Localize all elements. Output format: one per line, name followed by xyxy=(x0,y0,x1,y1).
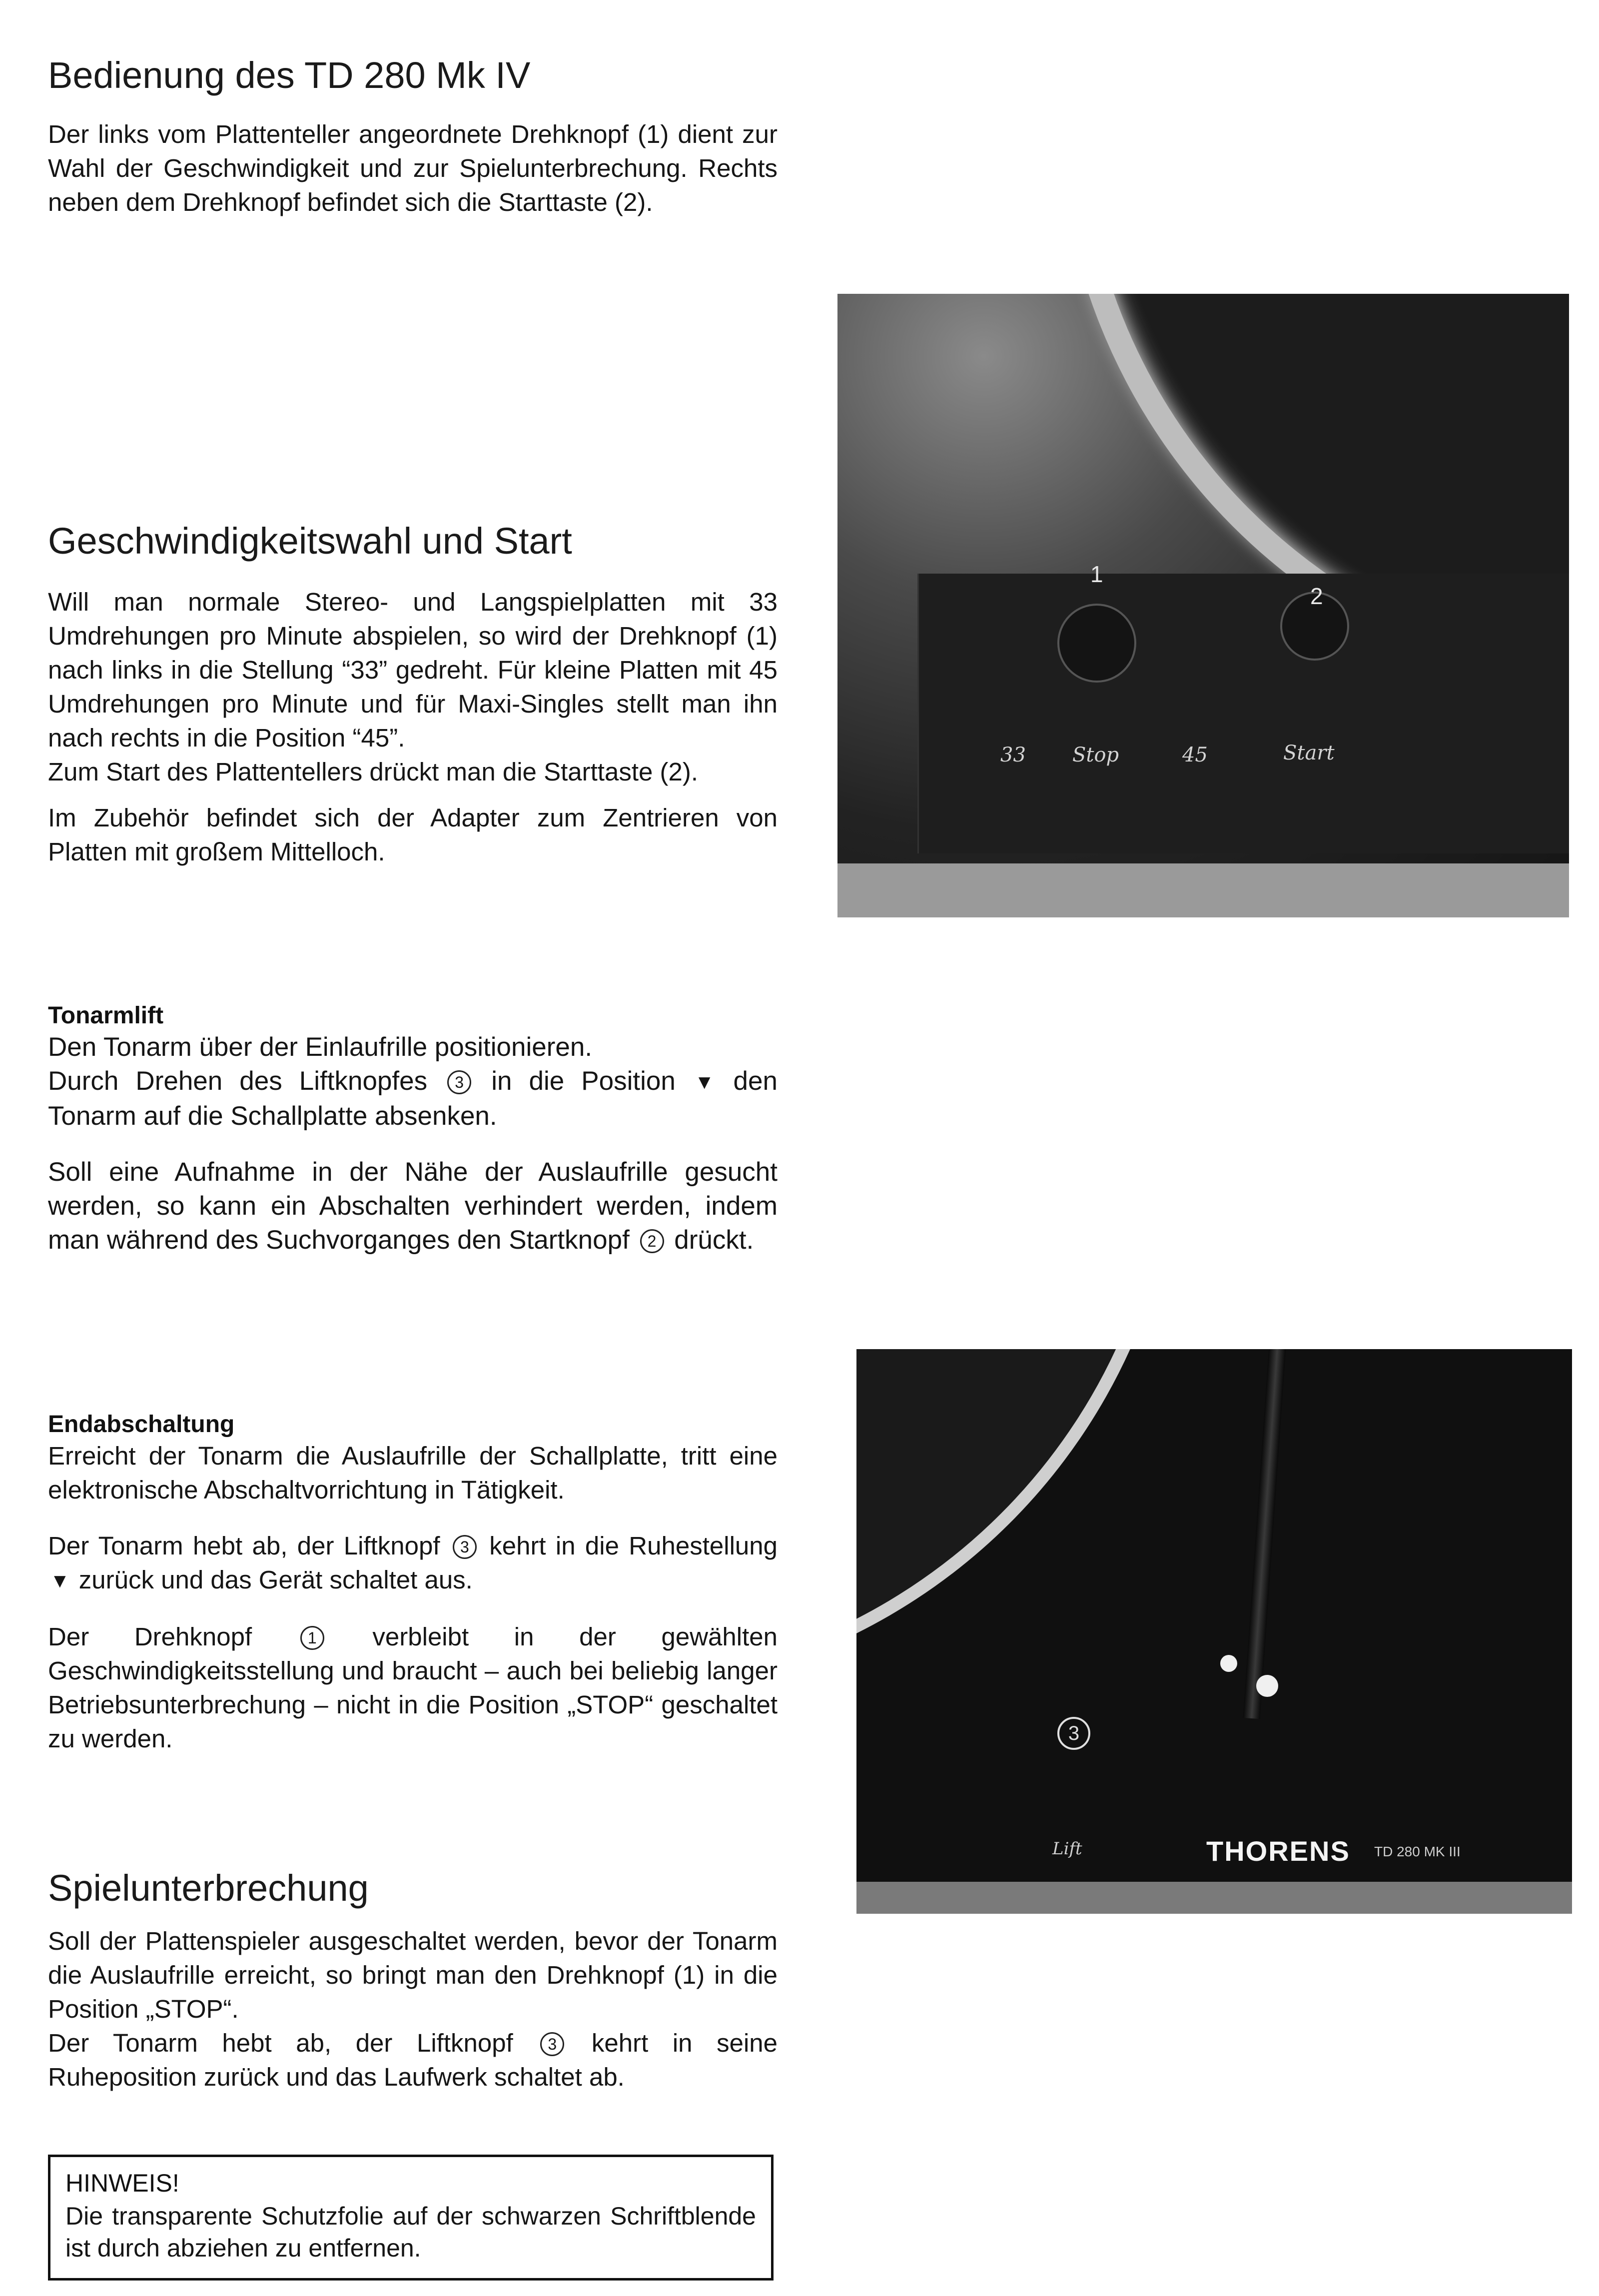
note-box xyxy=(48,2155,774,2281)
brand-logo: THORENS xyxy=(1206,1835,1350,1867)
circled-number-1: 1 xyxy=(300,1626,324,1650)
paragraph: Zum Start des Plattentellers drückt man die Starttaste (2). xyxy=(48,758,699,786)
lowered-triangle-icon: ▼ xyxy=(50,1569,70,1592)
note-text: Die transparente Schutzfolie auf der schwarzen Schriftblende ist durch abziehen zu entfernen. xyxy=(65,2202,756,2262)
section-geschwindigkeit xyxy=(48,520,778,869)
model-label: TD 280 MK III xyxy=(1374,1844,1461,1859)
photo-tonearm xyxy=(856,1349,1572,1914)
speed-33-label: 33 xyxy=(1000,744,1026,766)
section-title: Endabschaltung xyxy=(48,1411,235,1438)
section-title: Bedienung des TD 280 Mk IV xyxy=(48,54,531,96)
paragraph xyxy=(48,2026,778,2094)
lift-label: Lift xyxy=(1052,1839,1082,1859)
speed-45-label: 45 xyxy=(1182,744,1208,766)
note-label: HINWEIS! xyxy=(65,2169,179,2197)
section-title: Geschwindigkeitswahl und Start xyxy=(48,520,572,562)
circled-number-2: 2 xyxy=(640,1229,664,1253)
section-bedienung xyxy=(48,54,778,219)
section-title: Tonarmlift xyxy=(48,1002,164,1029)
speed-knob xyxy=(1057,604,1136,683)
paragraph: Im Zubehör befindet sich der Adapter zum Zentrieren von Platten mit großem Mittelloch. xyxy=(48,803,778,866)
section-tonarmlift xyxy=(48,1001,778,1257)
circled-number-3: 3 xyxy=(540,2032,564,2056)
start-label: Start xyxy=(1283,742,1335,765)
text-run: kehrt in seine Ruheposition zurück und das Laufwerk schaltet ab. xyxy=(48,2029,778,2092)
section-endabschaltung xyxy=(48,1410,778,1756)
text-run: zurück und das Gerät schaltet aus. xyxy=(78,1565,473,1594)
platter-rim xyxy=(856,1349,1182,1695)
text-run: Der Tonarm hebt ab, der Liftknopf xyxy=(48,1531,440,1560)
paragraph: Soll der Plattenspieler ausgeschaltet werden, bevor der Tonarm die Auslaufrille erreicht, so bringt man den Drehknopf (1) in die Position „STOP“. xyxy=(48,1927,778,2024)
paragraph xyxy=(48,1620,778,1756)
tonearm xyxy=(1243,1349,1287,1719)
lift-knob-dot xyxy=(1220,1655,1237,1672)
paragraph: Den Tonarm über der Einlaufrille positionieren. xyxy=(48,1032,593,1062)
label-2: 2 xyxy=(1310,583,1323,609)
text-run: den Tonarm auf die Schallplatte absenken. xyxy=(48,1066,778,1131)
section-text: Der links vom Plattenteller angeordnete Drehknopf (1) dient zur Wahl der Geschwindigkeit und zur Spielunterbrechung. Rechts neben dem Drehknopf befindet sich die Starttaste (2). xyxy=(48,120,778,217)
lowered-triangle-icon: ▼ xyxy=(694,1071,715,1093)
label-1: 1 xyxy=(1090,561,1103,587)
text-run: Der Drehknopf xyxy=(48,1622,252,1651)
photo-controls xyxy=(837,294,1569,917)
lift-knob-dot xyxy=(1256,1675,1278,1697)
circled-number-3: 3 xyxy=(447,1070,471,1094)
section-title: Spielunterbrechung xyxy=(48,1867,369,1909)
paragraph: Erreicht der Tonarm die Auslaufrille der Schallplatte, tritt eine elektronische Abschaltvorrichtung in Tätigkeit. xyxy=(48,1441,778,1504)
paragraph: Will man normale Stereo- und Langspielplatten mit 33 Umdrehungen pro Minute abspielen, so wird der Drehknopf (1) nach links in die Stellung “33” gedreht. Für kleine Platten mit 45 Umdrehungen pro Minute und für Maxi-Singles stellt man ihn nach rechts in die Position “45”. xyxy=(48,588,778,753)
paragraph xyxy=(48,1529,778,1598)
text-run: Durch Drehen des Liftknopfes xyxy=(48,1066,428,1096)
photo-bottom-edge xyxy=(837,863,1569,917)
text-run: Der Tonarm hebt ab, der Liftknopf xyxy=(48,2029,513,2058)
text-run: verbleibt in der gewählten Geschwindigkeitsstellung und braucht – auch bei beliebig langer Betriebsunterbrechung – nicht in die Position „STOP“ geschaltet zu werden. xyxy=(48,1622,778,1753)
paragraph xyxy=(48,1064,778,1133)
text-run: kehrt in die Ruhestellung xyxy=(489,1531,778,1560)
text-run: in die Position xyxy=(491,1066,676,1096)
paragraph xyxy=(48,1155,778,1257)
circled-number-3: 3 xyxy=(1057,1717,1090,1750)
text-run: drückt. xyxy=(674,1225,754,1255)
text-run: Soll eine Aufnahme in der Nähe der Auslaufrille gesucht werden, so kann ein Abschalten verhindert werden, indem man während des Suchvorganges den Startknopf xyxy=(48,1157,778,1255)
control-panel xyxy=(917,574,1569,853)
photo-bottom-edge xyxy=(856,1882,1572,1914)
stop-label: Stop xyxy=(1072,744,1119,766)
circled-number-3: 3 xyxy=(453,1535,477,1559)
section-spielunterbrechung xyxy=(48,1867,778,2094)
